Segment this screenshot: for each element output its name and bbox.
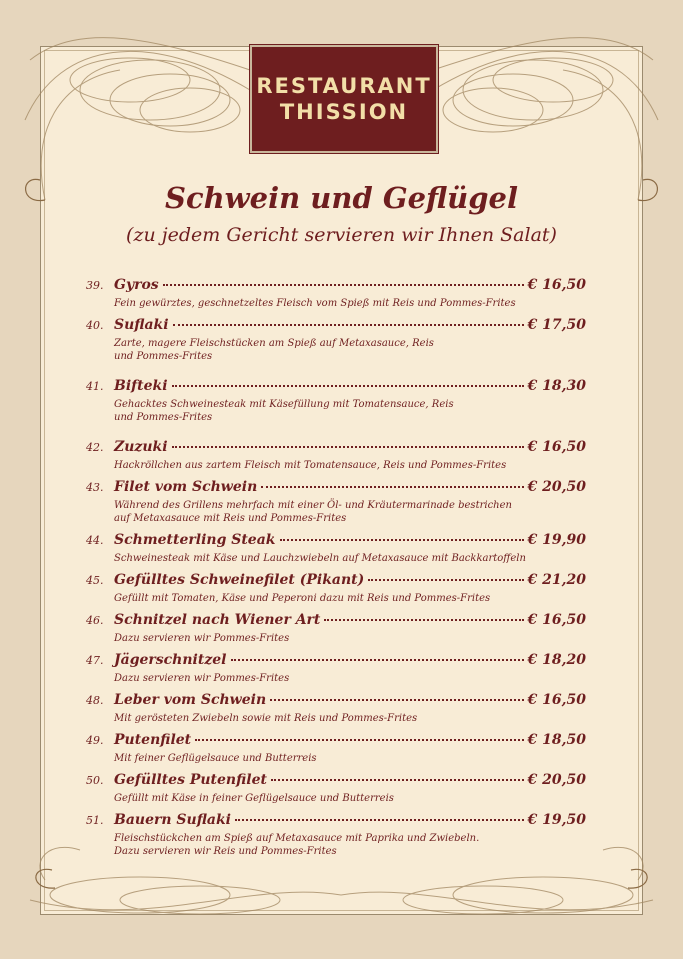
restaurant-name-line2: THISSION [279,100,409,124]
item-number: 41. [86,380,104,393]
menu-item [86,612,586,645]
dot-leader [235,819,524,821]
item-number: 51. [86,814,104,827]
dot-leader [195,739,523,741]
dot-leader [231,659,524,661]
item-description: Fleischstückchen am Spieß auf Metaxasauce mit Paprika und Zwiebeln. [114,833,480,844]
menu-item [86,532,586,565]
item-price: € 16,50 [527,612,586,628]
item-name: Putenfilet [114,732,192,748]
item-name: Suflaki [114,317,169,333]
item-description: Dazu servieren wir Pommes-Frites [114,673,290,684]
item-description: Während des Grillens mehrfach mit einer Öl- und Kräutermarinade bestrichen [114,500,512,511]
menu-item [86,277,586,310]
item-description: Dazu servieren wir Pommes-Frites [114,633,290,644]
item-price: € 16,50 [527,439,586,455]
menu-item [86,732,586,765]
dot-leader [261,486,523,488]
dot-leader [172,446,524,448]
item-description-line2: und Pommes-Frites [114,351,213,362]
item-name: Leber vom Schwein [114,692,267,708]
item-price: € 19,50 [527,812,586,828]
menu-item [86,692,586,725]
dot-leader [324,619,523,621]
item-price: € 18,30 [527,378,586,394]
item-name: Filet vom Schwein [114,479,258,495]
item-price: € 16,50 [527,277,586,293]
dot-leader [271,779,524,781]
section-subtitle: (zu jedem Gericht servieren wir Ihnen Salat) [126,224,557,246]
item-description: Gefüllt mit Käse in feiner Geflügelsauce und Butterreis [114,793,394,804]
restaurant-logo-banner [250,45,438,153]
dot-leader [173,324,524,326]
dot-leader [172,385,524,387]
item-name: Gyros [114,277,159,293]
menu-item [86,772,586,805]
item-price: € 17,50 [527,317,586,333]
section-title: Schwein und Geflügel [165,181,518,215]
item-number: 48. [86,694,104,707]
item-number: 42. [86,441,104,454]
item-number: 43. [86,481,104,494]
dot-leader [270,699,523,701]
restaurant-name-line1: RESTAURANT [256,74,432,98]
item-name: Bauern Suflaki [114,812,231,828]
item-price: € 20,50 [527,479,586,495]
item-name: Gefülltes Putenfilet [114,772,267,788]
menu-item [86,378,586,424]
item-number: 40. [86,319,104,332]
item-description: Mit gerösteten Zwiebeln sowie mit Reis und Pommes-Frites [114,713,418,724]
item-description-line2: auf Metaxasauce mit Reis und Pommes-Frites [114,513,347,524]
dot-leader [163,284,524,286]
item-name: Schmetterling Steak [114,532,276,548]
menu-item [86,317,586,363]
item-price: € 20,50 [527,772,586,788]
item-price: € 18,50 [527,732,586,748]
menu-item [86,479,586,525]
item-description: Gefüllt mit Tomaten, Käse und Peperoni dazu mit Reis und Pommes-Frites [114,593,491,604]
item-description: Fein gewürztes, geschnetzeltes Fleisch vom Spieß mit Reis und Pommes-Frites [114,298,516,309]
item-description: Mit feiner Geflügelsauce und Butterreis [114,753,317,764]
item-number: 47. [86,654,104,667]
item-name: Gefülltes Schweinefilet (Pikant) [114,572,365,588]
item-description: Gehacktes Schweinesteak mit Käsefüllung mit Tomatensauce, Reis [114,399,454,410]
item-number: 50. [86,774,104,787]
item-number: 44. [86,534,104,547]
item-price: € 16,50 [527,692,586,708]
menu-item [86,652,586,685]
item-name: Zuzuki [114,439,168,455]
item-description: Zarte, magere Fleischstücken am Spieß auf Metaxasauce, Reis [114,338,434,349]
item-description-line2: Dazu servieren wir Reis und Pommes-Frites [114,846,337,857]
item-price: € 19,90 [527,532,586,548]
menu-item [86,439,586,472]
dot-leader [280,539,524,541]
menu-item [86,812,586,858]
dot-leader [368,579,523,581]
item-price: € 21,20 [527,572,586,588]
item-number: 49. [86,734,104,747]
item-number: 39. [86,279,104,292]
item-description: Hackröllchen aus zartem Fleisch mit Tomatensauce, Reis und Pommes-Frites [114,460,507,471]
item-price: € 18,20 [527,652,586,668]
item-name: Schnitzel nach Wiener Art [114,612,321,628]
item-number: 45. [86,574,104,587]
item-number: 46. [86,614,104,627]
item-description-line2: und Pommes-Frites [114,412,213,423]
item-name: Bifteki [114,378,168,394]
menu-item [86,572,586,605]
item-name: Jägerschnitzel [114,652,227,668]
item-description: Schweinesteak mit Käse und Lauchzwiebeln auf Metaxasauce mit Backkartoffeln [114,553,526,564]
